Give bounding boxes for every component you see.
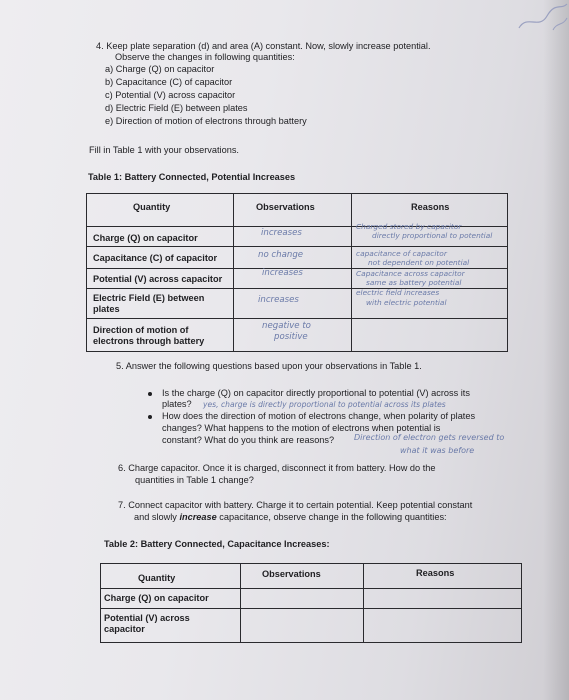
q4-item: d) Electric Field (E) between plates	[105, 103, 248, 113]
table1-quantity-cell: Capacitance (C) of capacitor	[93, 253, 218, 263]
q4-item: e) Direction of motion of electrons through battery	[105, 116, 307, 126]
table1-observation-handwriting: increases	[261, 228, 302, 238]
q7-line2-emphasis: increase	[179, 512, 217, 522]
q5-title: 5. Answer the following questions based upon your observations in Table 1.	[116, 361, 422, 371]
q4-item: a) Charge (Q) on capacitor	[105, 64, 215, 74]
q5-bullet2-line: changes? What happens to the motion of electrons when potential is	[162, 423, 441, 433]
table1-reason-handwriting: with electric potential	[366, 298, 447, 307]
table1-reason-handwriting: electric field increases	[356, 288, 440, 297]
table2-quantity-cell: Charge (Q) on capacitor	[104, 593, 209, 603]
table1-header-quantity: Quantity	[133, 202, 171, 212]
bullet-dot	[148, 415, 152, 419]
q7-line2-prefix: and slowly	[134, 512, 180, 522]
fill-instruction: Fill in Table 1 with your observations.	[89, 145, 239, 155]
table1-quantity-cell: Charge (Q) on capacitor	[93, 233, 198, 243]
q5-bullet2-line: How does the direction of motion of electrons change, when polarity of plates	[162, 411, 476, 421]
q5-bullet2-answer-handwriting: what it was before	[400, 446, 475, 455]
q4-title-line2: Observe the changes in following quantities:	[115, 52, 295, 62]
table1-reason-handwriting: directly proportional to potential	[372, 231, 493, 240]
q4-item: c) Potential (V) across capacitor	[105, 90, 236, 100]
table1-quantity-cell: electrons through battery	[93, 336, 205, 346]
q7-line1: 7. Connect capacitor with battery. Charge it to certain potential. Keep potential constant	[118, 500, 473, 510]
table2-quantity-cell: capacitor	[104, 624, 145, 634]
table2-caption: Table 2: Battery Connected, Capacitance Increases:	[104, 539, 330, 549]
q7-line2-suffix: capacitance, observe change in the following quantities:	[216, 512, 447, 522]
table1-reason-handwriting: capacitance of capacitor	[356, 249, 447, 258]
table1-observation-handwriting: increases	[258, 295, 299, 305]
table2-header-reasons: Reasons	[416, 568, 455, 578]
table1-observation-handwriting: increases	[262, 268, 303, 278]
page-edge-shadow	[543, 0, 569, 700]
q5-bullet1-line: Is the charge (Q) on capacitor directly proportional to potential (V) across its	[162, 388, 470, 398]
table1-caption: Table 1: Battery Connected, Potential Increases	[88, 172, 296, 182]
table1-reason-handwriting: same as battery potential	[366, 278, 462, 287]
q5-bullet2-answer-handwriting: Direction of electron gets reversed to	[354, 433, 505, 442]
q5-bullet2-line: constant? What do you think are reasons?	[162, 435, 335, 445]
table1-reason-handwriting: Capacitance across capacitor	[356, 269, 465, 278]
table1-quantity-cell: Potential (V) across capacitor	[93, 274, 223, 284]
table1-observation-handwriting: no change	[258, 250, 304, 260]
table2-header-observations: Observations	[262, 569, 321, 579]
table1-header-observations: Observations	[256, 202, 315, 212]
table2-header-quantity: Quantity	[138, 573, 176, 583]
table1-quantity-cell: Electric Field (E) between	[93, 293, 205, 303]
q4-item: b) Capacitance (C) of capacitor	[105, 77, 233, 87]
table2-quantity-cell: Potential (V) across	[104, 613, 190, 623]
table1-reason-handwriting: not dependent on potential	[368, 258, 470, 267]
q6-line: quantities in Table 1 change?	[135, 475, 254, 485]
table1-observation-handwriting: negative to	[262, 321, 311, 331]
q5-bullet1-answer-handwriting: yes, charge is directly proportional to potential across its plates	[203, 400, 446, 409]
q6-line: 6. Charge capacitor. Once it is charged, disconnect it from battery. How do the	[118, 463, 436, 473]
q4-title-line1: 4. Keep plate separation (d) and area (A) constant. Now, slowly increase potential.	[96, 41, 431, 51]
table1-quantity-cell: plates	[93, 304, 120, 314]
table1-quantity-cell: Direction of motion of	[93, 325, 189, 335]
table1-reason-handwriting: Charged stored by capacitor	[356, 222, 462, 231]
bullet-dot	[148, 392, 152, 396]
table1-header-reasons: Reasons	[411, 202, 450, 212]
table1-observation-handwriting: positive	[274, 332, 308, 342]
q7-line2	[134, 512, 447, 523]
q5-bullet1-line: plates?	[162, 399, 192, 409]
corner-doodle	[509, 0, 569, 40]
